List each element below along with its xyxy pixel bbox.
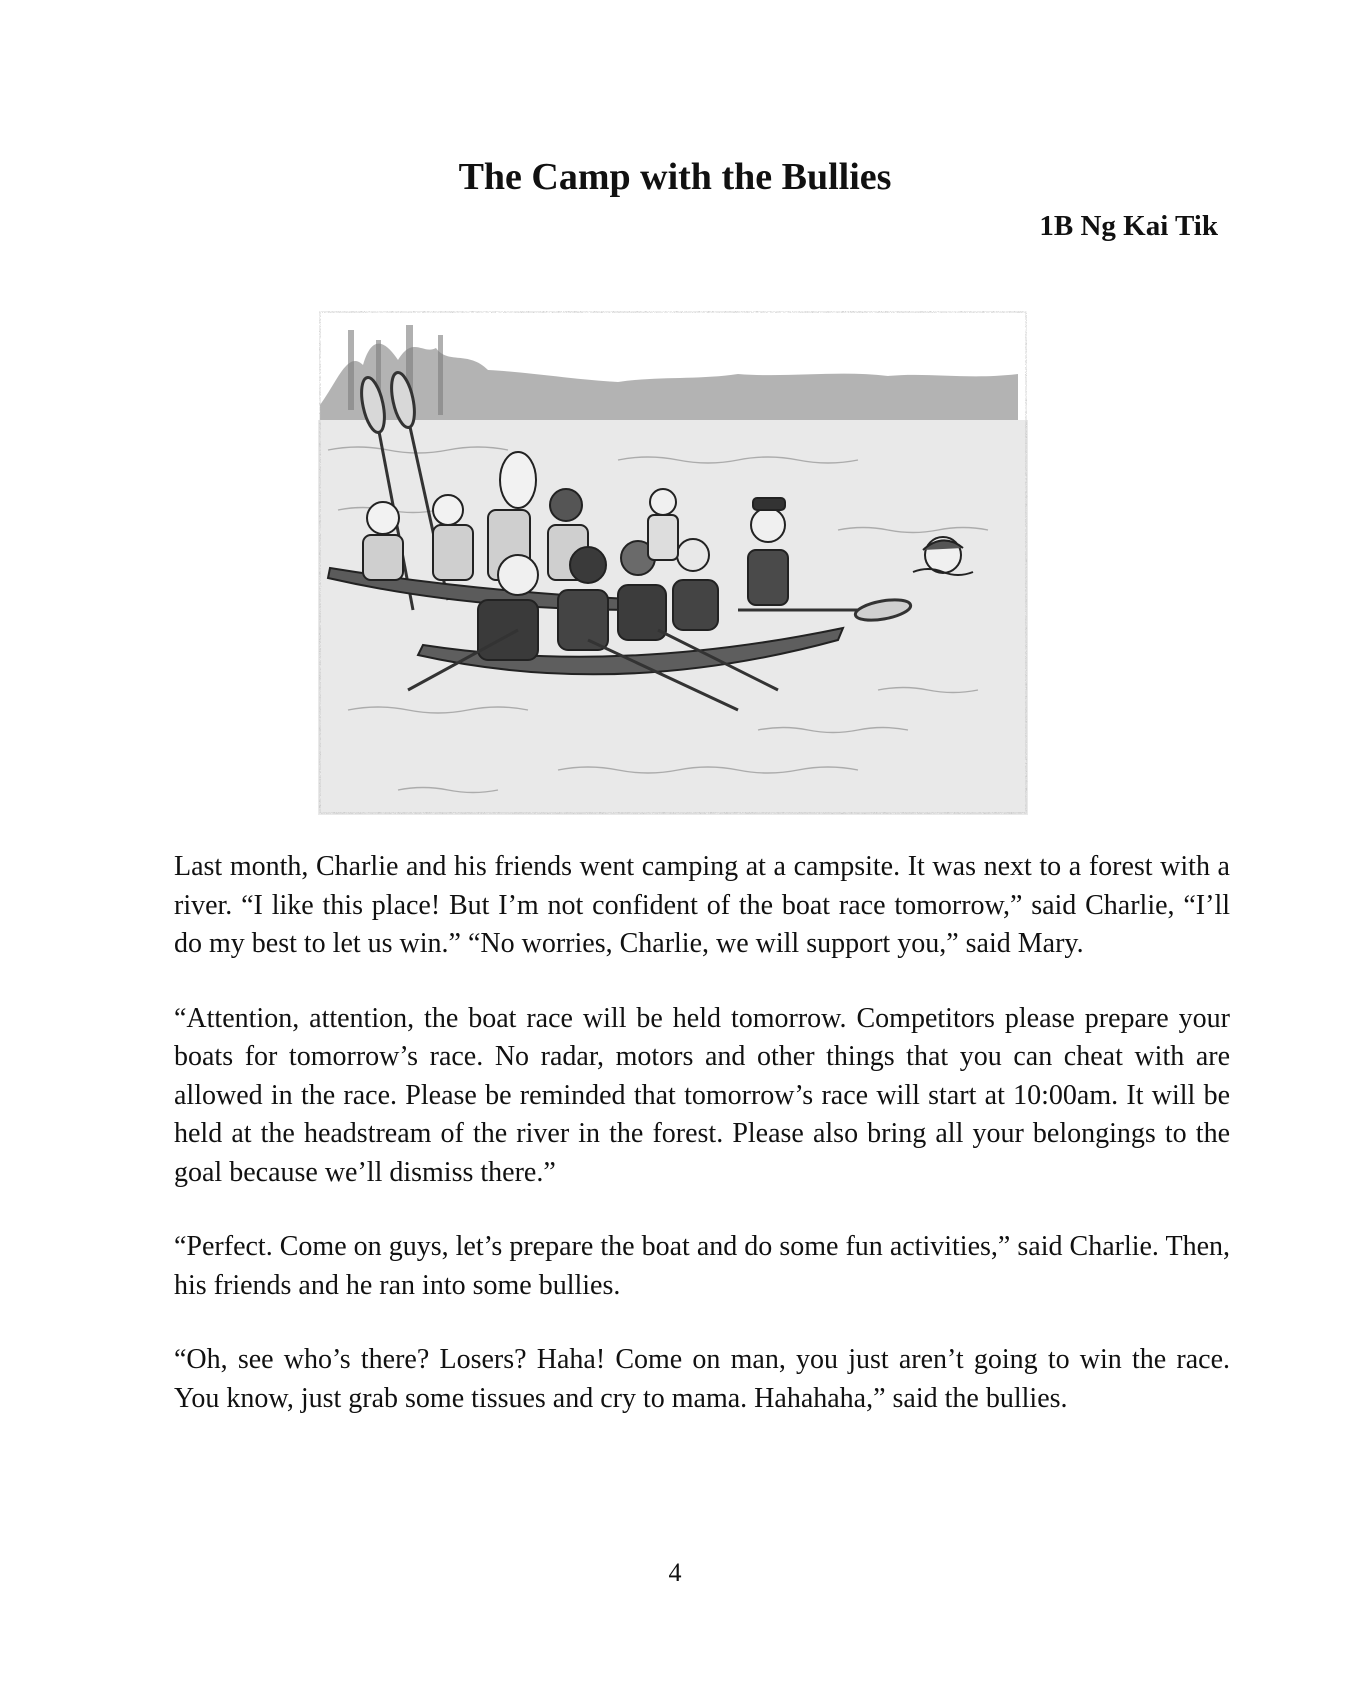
paragraph: “Oh, see who’s there? Losers? Haha! Come on man, you just aren’t going to win the race. You know, just grab some tissues and cry to mama. Hahahaha,” said the bullies. <box>174 1344 1230 1414</box>
author-byline: 1B Ng Kai Tik <box>1039 210 1218 242</box>
story-body <box>174 848 1230 1454</box>
paragraph: “Perfect. Come on guys, let’s prepare the boat and do some fun activities,” said Charlie. Then, his friends and he ran into some bullies. <box>174 1231 1230 1301</box>
boat-race-illustration <box>318 310 1028 815</box>
page-title: The Camp with the Bullies <box>458 156 892 198</box>
paragraph: “Attention, attention, the boat race will be held tomorrow. Competitors please prepare your boats for tomorrow’s race. No radar, motors and other things that you can cheat with are allowed in the race. Please be reminded that tomorrow’s race will start at 10:00am. It will be held at the headstream of the river in the forest. Please also bring all your belongings to the goal because we’ll dismiss there.” <box>174 1002 1230 1188</box>
page-number: 4 <box>668 1558 682 1587</box>
paragraph: Last month, Charlie and his friends went camping at a campsite. It was next to a forest with a river. “I like this place! But I’m not confident of the boat race tomorrow,” said Charlie, “I’ll do my best to let us win.” “No worries, Charlie, we will support you,” said Mary. <box>174 851 1230 959</box>
